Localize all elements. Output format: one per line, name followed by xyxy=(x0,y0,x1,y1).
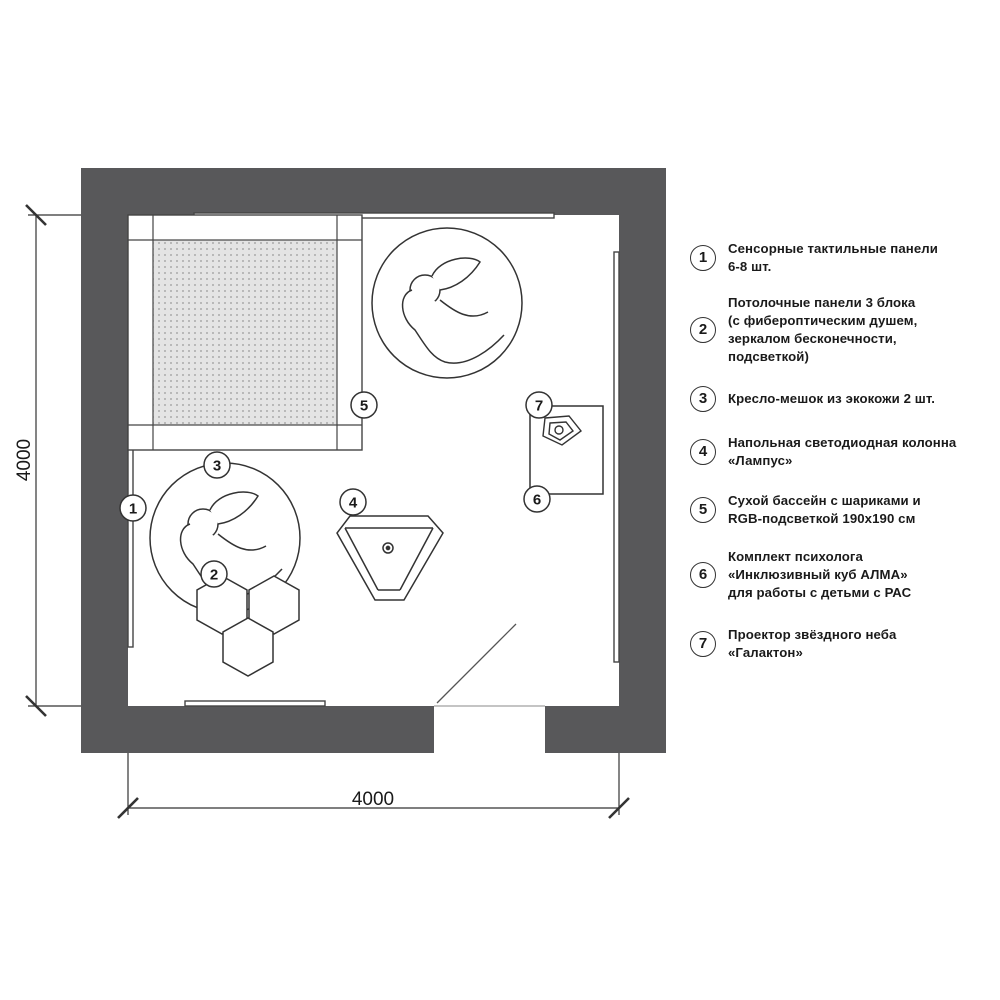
legend-number-badge: 4 xyxy=(690,439,716,465)
legend-text-line: «Инклюзивный куб АЛМА» xyxy=(728,567,908,582)
entrance-door xyxy=(434,624,545,706)
legend-number-badge: 1 xyxy=(690,245,716,271)
legend-text-line: зеркалом бесконечности, xyxy=(728,331,897,346)
legend-text xyxy=(728,548,911,602)
legend-text-line: (с фибероптическим душем, xyxy=(728,313,918,328)
led-floor-column xyxy=(337,516,443,600)
plan-marker-4 xyxy=(340,489,366,515)
legend-number-badge: 7 xyxy=(690,631,716,657)
plan-marker-5 xyxy=(351,392,377,418)
legend-text-line: Сухой бассейн с шариками и xyxy=(728,493,921,508)
legend-text-line: Комплект психолога xyxy=(728,549,863,564)
legend-text xyxy=(728,294,917,366)
dry-pool xyxy=(128,215,362,450)
legend-number-badge: 5 xyxy=(690,497,716,523)
legend-item-1 xyxy=(690,240,938,276)
legend-item-5 xyxy=(690,492,921,528)
legend-number-badge: 6 xyxy=(690,562,716,588)
legend-item-2 xyxy=(690,294,917,366)
legend-item-4 xyxy=(690,434,956,470)
plan-marker-3 xyxy=(204,452,230,478)
marker-number: 3 xyxy=(212,457,222,475)
marker-number: 1 xyxy=(128,500,138,518)
legend-text-line: Напольная светодиодная колонна xyxy=(728,435,957,450)
legend-text-line: Проектор звёздного неба xyxy=(728,627,897,642)
legend-text xyxy=(728,390,935,408)
plan-marker-7 xyxy=(526,392,552,418)
marker-number: 2 xyxy=(209,566,219,584)
legend-text-line: 6-8 шт. xyxy=(728,259,772,274)
legend-text-line: Потолочные панели 3 блока xyxy=(728,295,916,310)
legend-text xyxy=(728,240,938,276)
plan-marker-6 xyxy=(524,486,550,512)
plan-marker-2 xyxy=(201,561,227,587)
plan-marker-1 xyxy=(120,495,146,521)
legend-text-line: для работы с детьми с РАС xyxy=(728,585,912,600)
legend-text xyxy=(728,492,921,528)
marker-number: 4 xyxy=(348,494,358,512)
legend-number-badge: 2 xyxy=(690,317,716,343)
legend-text-line: Сенсорные тактильные панели xyxy=(728,241,938,256)
legend-text-line: Кресло-мешок из экокожи 2 шт. xyxy=(728,391,936,406)
legend-text xyxy=(728,626,896,662)
legend-text-line: подсветкой) xyxy=(728,349,810,364)
legend-item-3 xyxy=(690,390,935,408)
legend-text-line: RGB-подсветкой 190х190 см xyxy=(728,511,916,526)
marker-number: 5 xyxy=(359,397,369,415)
bean-bag-chair-top xyxy=(372,228,522,378)
marker-number: 6 xyxy=(532,491,542,509)
height-dimension-label: 4000 xyxy=(14,438,35,482)
marker-number: 7 xyxy=(534,397,544,415)
legend-text-line: «Лампус» xyxy=(728,453,793,468)
legend-text-line: «Галактон» xyxy=(728,645,803,660)
width-dimension-label: 4000 xyxy=(351,789,395,810)
legend-text xyxy=(728,434,956,470)
legend-number-badge: 3 xyxy=(690,386,716,412)
legend-item-6 xyxy=(690,548,911,602)
legend-item-7 xyxy=(690,626,896,662)
